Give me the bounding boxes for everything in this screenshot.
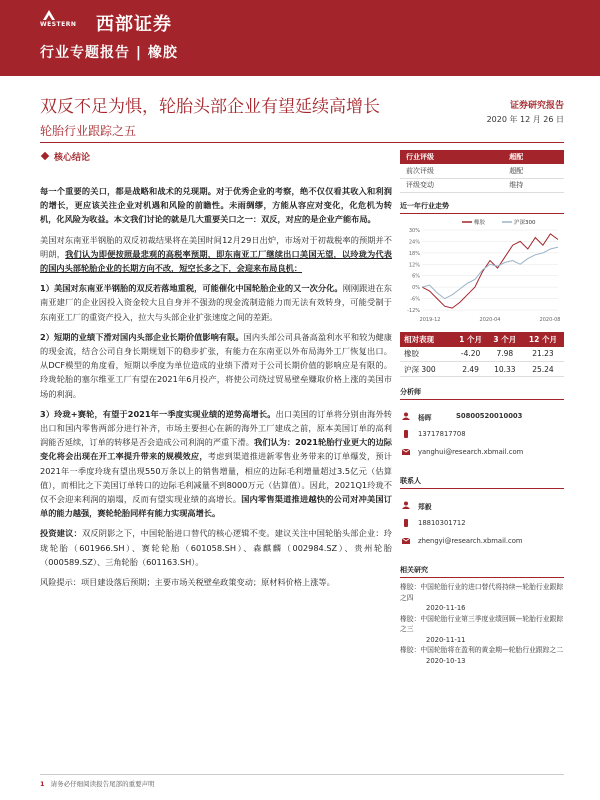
analyst-name: 杨晖 bbox=[418, 414, 432, 422]
rating-row bbox=[400, 150, 564, 164]
paragraph-3 bbox=[40, 281, 392, 324]
page-title: 双反不足为惧，轮胎头部企业有望延续高增长 bbox=[40, 97, 380, 117]
rating-row bbox=[400, 164, 564, 178]
rating-label: 前次评级 bbox=[400, 164, 503, 178]
related-list bbox=[400, 582, 564, 666]
para5-detail: 考虑到渠道推进新零售业务带来的订单爆发，预计2021年一季度玲珑有望出现550万条以上的销售增量，相应的边际毛利增量超过3.5亿元（估算值），而相比之下美国订单转口的边际毛利减量不到8000万元（估算值）。因此，2021Q1玲珑不仅不会迎来利润的崩塌，反而有望实现业绩的高增长。 bbox=[40, 451, 392, 505]
rating-value: 维持 bbox=[503, 178, 564, 192]
perf-row bbox=[400, 362, 564, 377]
person-icon bbox=[402, 501, 410, 509]
para5-text: 出口美国的订单将分别由海外转出口和国内零售两部分进行补齐，市场主要担心在新的海外工厂建成之前，原本美国订单的高利润能否延续，订单的转移是否会造成公司利润的严重下滑。 bbox=[40, 408, 392, 448]
analyst-block bbox=[400, 400, 564, 466]
para4-text: 国内头部公司具备高盈利水平和较为健康的现金流，结合公司自身长期规划下的稳步扩张，有能力在东南亚以外布局海外工厂恢复出口。从DCF模型的角度看，短期以季度为单位造成的业绩下滑对于公司长期价值的影响应是有限的。玲珑轮胎的塞尔维亚工厂有望在2021年6月投产，将使公司绕过贸易壁垒赚取价格上涨的美国市场的利润。 bbox=[40, 331, 392, 399]
page-subtitle: 轮胎行业跟踪之五 bbox=[40, 124, 137, 138]
analyst-title: 分析师 bbox=[400, 387, 564, 400]
contact-name: 郑毅 bbox=[418, 503, 432, 511]
x-tick-label: 2020-04 bbox=[479, 316, 501, 323]
related-item[interactable] bbox=[400, 614, 564, 646]
report-date: 2020 年 12 月 26 日 bbox=[486, 115, 564, 124]
paragraph-4 bbox=[40, 330, 392, 401]
report-type: 证券研究报告 bbox=[509, 101, 564, 111]
logo-en: WESTERN bbox=[40, 21, 77, 28]
related-title: 相关研究 bbox=[400, 565, 564, 578]
page-number: 1 bbox=[40, 780, 45, 788]
brand-logo bbox=[40, 9, 200, 35]
para2-emphasis: 我们认为即便按照最悲观的高税率预期，即东南亚工厂继续出口美国无望，以玲珑为代表的国内头部轮胎企业的长期方向不改，短空长多之下，会迎来布局良机： bbox=[40, 248, 392, 274]
perf-header-row bbox=[400, 332, 564, 347]
para3-text: 刚刚跟进在东南亚建厂的企业因投入资金较大且自身并不强劲的现金流制造能力而无法有效转身，可能受制于东南亚工厂的重资产投入，拉大与头部企业扩张速度之间的差距。 bbox=[40, 283, 392, 322]
analyst-phone: 13717817708 bbox=[418, 430, 466, 438]
contact-title: 联系人 bbox=[400, 476, 564, 489]
related-item[interactable] bbox=[400, 582, 564, 614]
y-tick-label: 18% bbox=[408, 250, 420, 257]
para1-text: 每一个重要的关口，都是战略和战术的兑现期。对于优秀企业的考察，绝不仅仅看其收入和利润的增长，更应该关注企业对机遇和风险的前瞻性。未雨绸缪，方能从容应对变化，化危机为转机，化风险为收益。本文我们讨论的就是几大重要关口之一：双反，对应的是企业产能布局。 bbox=[40, 186, 392, 225]
perf-cell: 10.33 bbox=[488, 362, 522, 377]
rating-value: 超配 bbox=[503, 150, 564, 164]
para3-lead: 1）美国对东南亚半钢胎的双反若落地重税，可能催化中国轮胎企业的又一次分化。 bbox=[40, 283, 343, 294]
paragraph-1 bbox=[40, 184, 392, 227]
y-tick-label: 30% bbox=[408, 227, 420, 234]
legend-label-b: 沪深300 bbox=[514, 219, 536, 226]
x-tick-label: 2019-12 bbox=[419, 316, 441, 323]
contact-email[interactable]: zhengyi@research.xbmail.com bbox=[418, 537, 523, 545]
report-category: 行业专题报告 | 橡胶 bbox=[40, 45, 178, 61]
paragraph-6 bbox=[40, 526, 392, 569]
perf-header: 12 个月 bbox=[522, 332, 564, 347]
perf-row bbox=[400, 347, 564, 362]
trend-title: 近一年行业走势 bbox=[400, 201, 564, 214]
para5-emphasis: 我们认为：2021轮胎行业更大的边际变化将会出现在开工率提升带来的规模效应， bbox=[40, 437, 392, 462]
perf-cell: 2.49 bbox=[453, 362, 487, 377]
footer-disclaimer: 请务必仔细阅读报告尾部的重要声明 bbox=[50, 780, 155, 788]
paragraph-7 bbox=[40, 575, 392, 589]
series-line-1 bbox=[422, 247, 558, 299]
section-title: 核心结论 bbox=[54, 153, 91, 163]
phone-icon bbox=[402, 519, 410, 527]
header-band bbox=[0, 0, 600, 76]
related-item[interactable] bbox=[400, 645, 564, 666]
perf-cell: -4.20 bbox=[453, 347, 487, 362]
related-item-date: 2020-10-13 bbox=[426, 656, 466, 665]
rating-row bbox=[400, 178, 564, 192]
section-heading bbox=[40, 150, 392, 164]
para5-lead: 3）玲珑+赛轮，有望于2021年一季度实现业绩的逆势高增长。 bbox=[40, 408, 276, 419]
para2-text: 美国对东南亚半钢胎的双反初裁结果将在美国时间12月29日出炉，市场对于初裁税率的预期并不明朗， bbox=[40, 234, 392, 259]
contact-block bbox=[400, 489, 564, 555]
x-tick-label: 2020-08 bbox=[539, 316, 561, 323]
para5-conclusion: 国内零售渠道推进越快的公司对冲美国订单的能力越强，赛轮轮胎同样有能力实现高增长。 bbox=[40, 494, 392, 519]
logo-mark-icon bbox=[42, 9, 56, 21]
para6-lead: 投资建议： bbox=[40, 528, 82, 539]
para4-lead: 2）短期的业绩下滑对国内头部企业长期价值影响有限。 bbox=[40, 331, 244, 342]
contact-phone: 18810301712 bbox=[418, 519, 466, 527]
performance-table bbox=[400, 332, 564, 378]
para7-text: 风险提示：项目建设落后预期；主要市场关税壁垒政策变动；原材料价格上涨等。 bbox=[40, 577, 335, 588]
perf-cell: 沪深 300 bbox=[400, 362, 453, 377]
y-tick-label: 24% bbox=[408, 238, 420, 245]
legend-label-a: 橡胶 bbox=[474, 219, 486, 226]
person-icon bbox=[402, 412, 410, 420]
title-divider bbox=[40, 142, 564, 143]
page-footer bbox=[40, 779, 155, 788]
mail-icon bbox=[402, 448, 410, 456]
perf-cell: 橡胶 bbox=[400, 347, 453, 362]
related-item-date: 2020-11-11 bbox=[426, 635, 466, 644]
perf-cell: 25.24 bbox=[522, 362, 564, 377]
related-item-title: 橡胶：中国轮胎将在盈利的黄金期—轮胎行业跟踪之二 bbox=[400, 646, 564, 654]
perf-header: 3 个月 bbox=[488, 332, 522, 347]
rating-label: 行业评级 bbox=[400, 150, 503, 164]
y-tick-label: -12% bbox=[407, 307, 420, 314]
analyst-email[interactable]: yanghui@research.xbmail.com bbox=[418, 448, 524, 456]
phone-icon bbox=[402, 430, 410, 438]
trend-chart bbox=[400, 216, 564, 324]
paragraph-5 bbox=[40, 407, 392, 521]
y-tick-label: 12% bbox=[408, 261, 420, 268]
trend-chart-svg bbox=[400, 216, 564, 324]
related-item-title: 橡胶：中国轮胎行业的进口替代将持续—轮胎行业跟踪之四 bbox=[400, 583, 564, 602]
footer-divider bbox=[40, 774, 564, 775]
logo-cn: 西部证券 bbox=[96, 14, 172, 35]
related-item-date: 2020-11-16 bbox=[426, 604, 466, 612]
paragraph-2 bbox=[40, 233, 392, 276]
rating-table bbox=[400, 150, 564, 193]
perf-cell: 7.98 bbox=[488, 347, 522, 362]
perf-header: 相对表现 bbox=[400, 332, 453, 347]
mail-icon bbox=[402, 537, 410, 545]
main-content bbox=[40, 150, 392, 595]
y-tick-label: 0% bbox=[412, 284, 420, 291]
perf-cell: 21.23 bbox=[522, 347, 564, 362]
analyst-cert: S0800520010003 bbox=[456, 412, 523, 420]
perf-header: 1 个月 bbox=[453, 332, 487, 347]
y-tick-label: -6% bbox=[410, 296, 420, 303]
rating-label: 评级变动 bbox=[400, 178, 503, 192]
diamond-icon bbox=[41, 152, 49, 160]
para6-text: 双反阴影之下，中国轮胎进口替代的核心逻辑不变。建议关注中国轮胎头部企业：玲珑轮胎（601966.SH）、赛轮轮胎（601058.SH）、森麒麟（002984.SZ）、贵州轮胎（000589.SZ）、三角轮胎（601163.SH）。 bbox=[40, 528, 392, 567]
y-tick-label: 6% bbox=[412, 273, 420, 280]
sidebar bbox=[400, 150, 564, 666]
related-item-title: 橡胶：中国轮胎行业第三季度业绩回顾—轮胎行业跟踪之三 bbox=[400, 614, 564, 633]
rating-value: 超配 bbox=[503, 164, 564, 178]
